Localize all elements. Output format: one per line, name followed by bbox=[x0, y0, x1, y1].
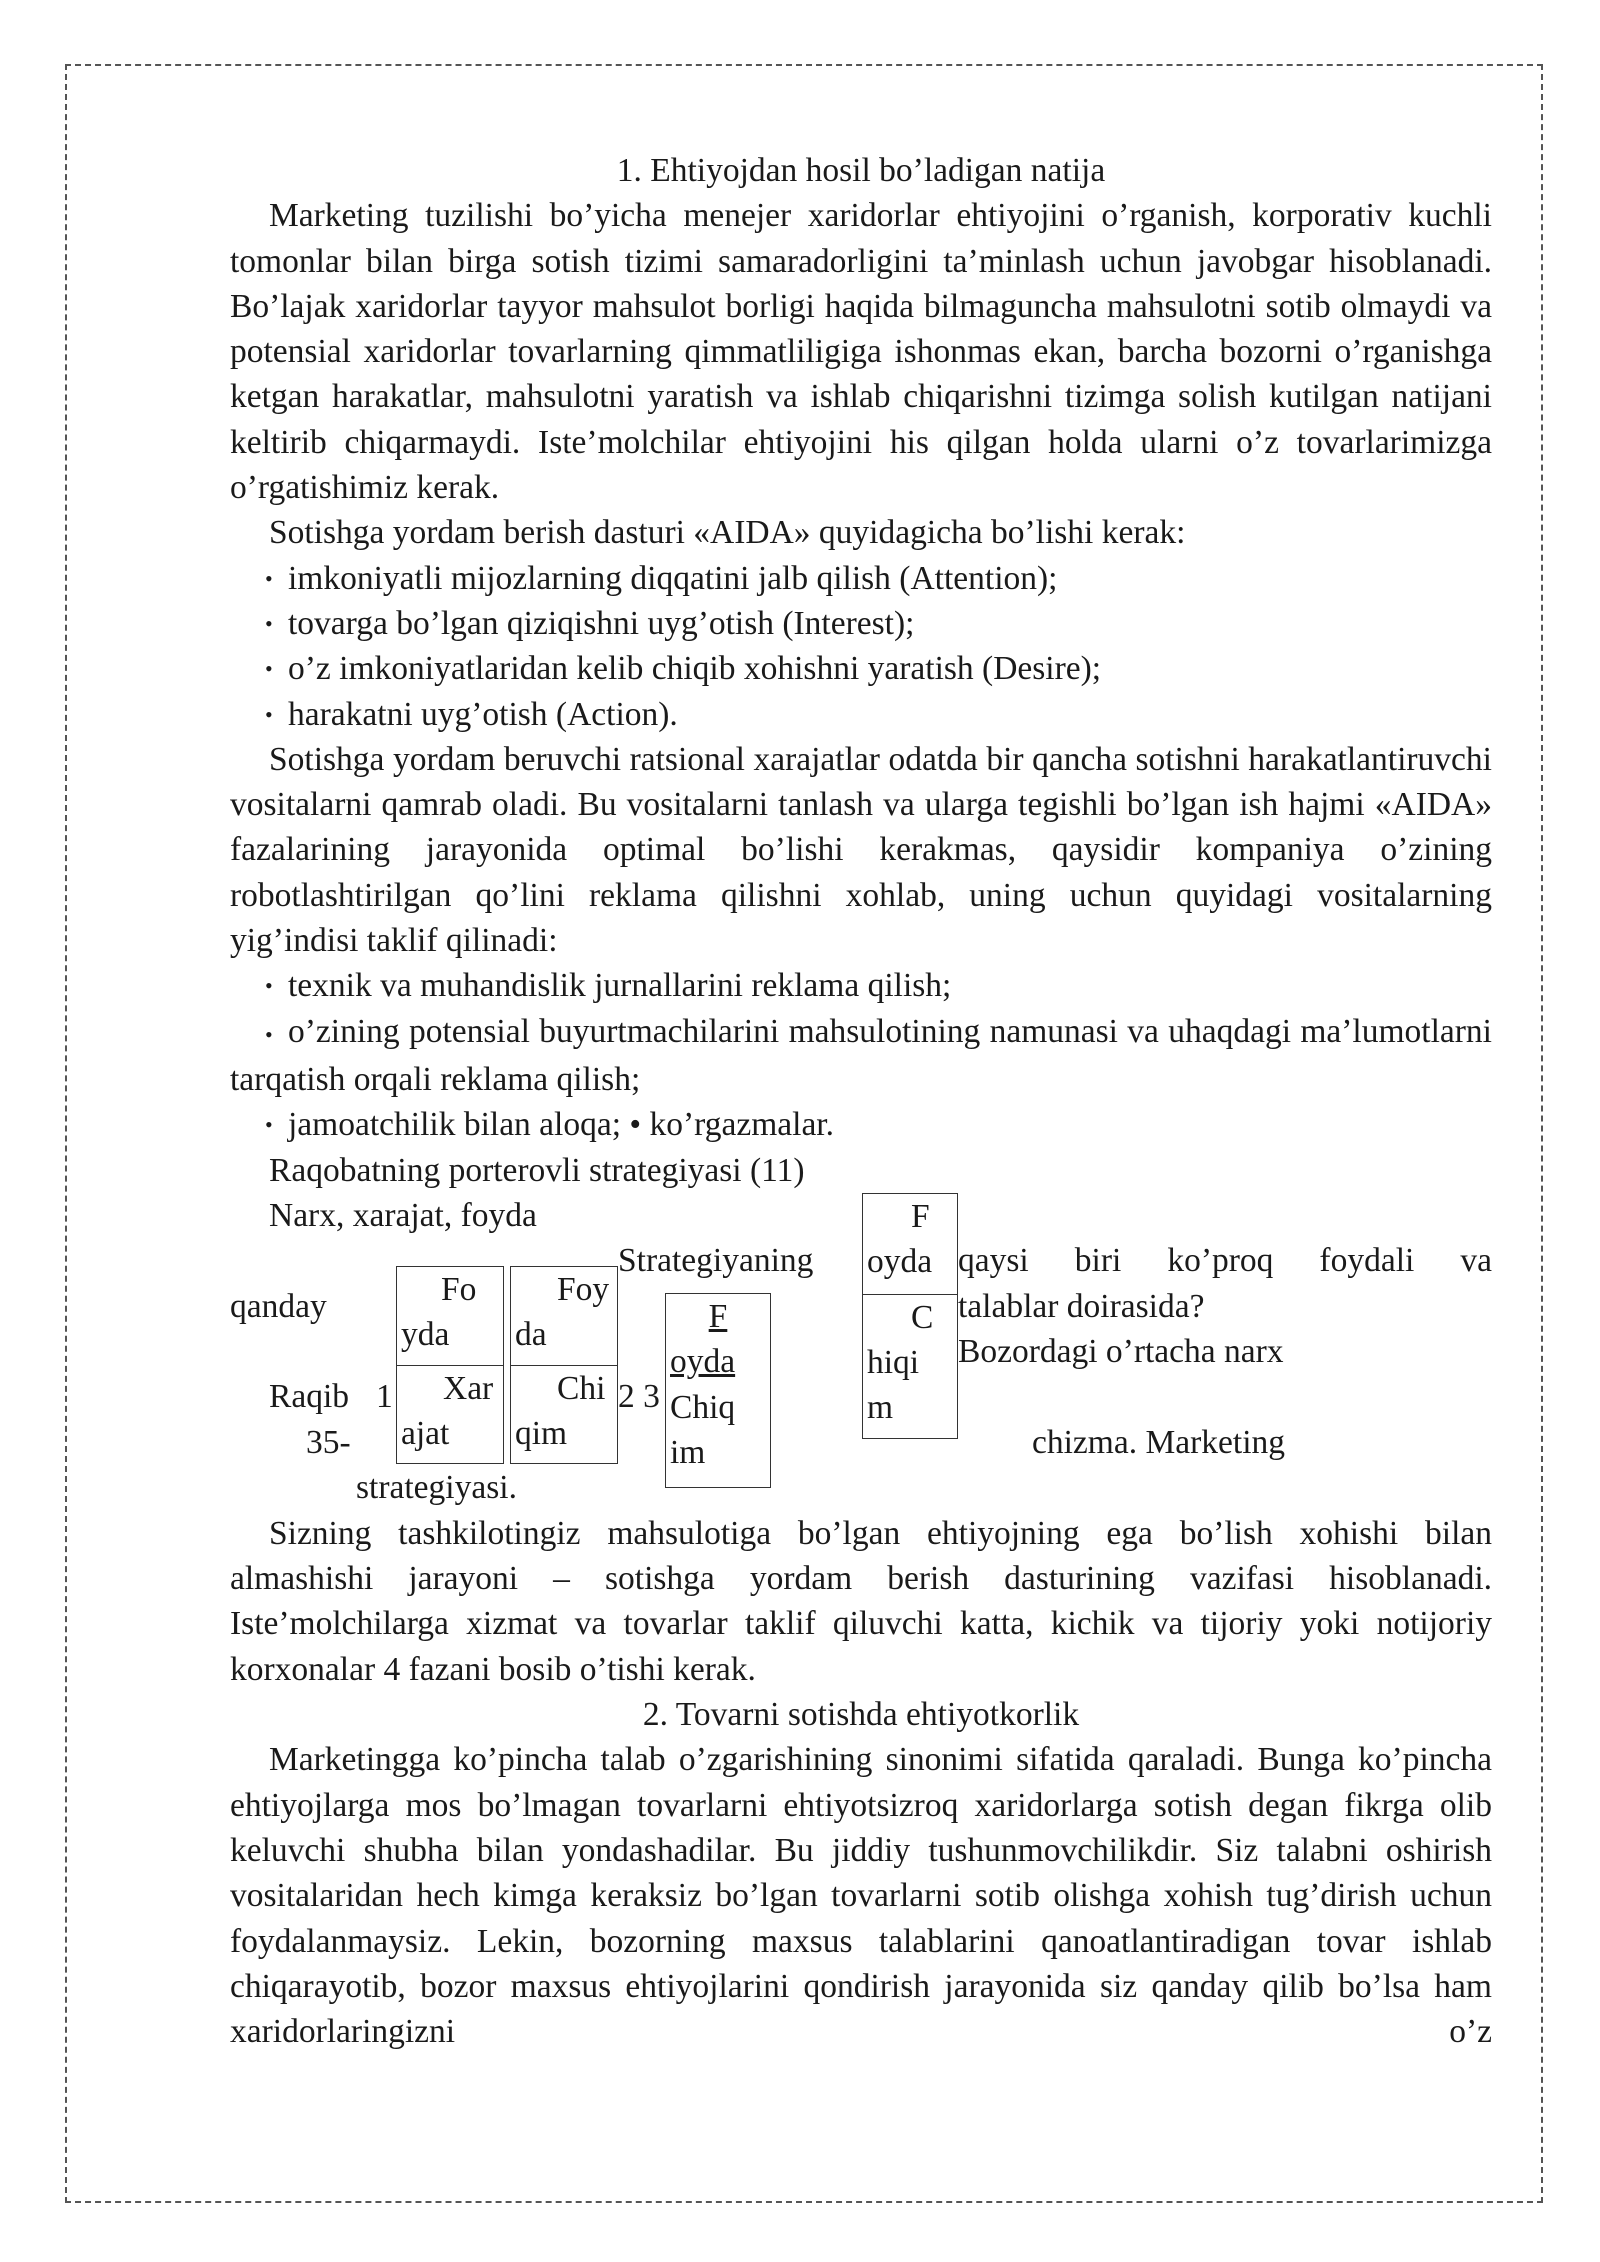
narx-line: Narx, xarajat, foyda bbox=[269, 1196, 537, 1234]
bullet-icon: • bbox=[265, 1112, 273, 1138]
bullet-icon: • bbox=[265, 656, 273, 682]
aida-intro: Sotishga yordam berish dasturi «AIDA» quyidagicha bo’lishi kerak: bbox=[269, 514, 1186, 552]
diagram-text: 2 3 bbox=[618, 1377, 660, 1415]
bullet-icon: • bbox=[265, 973, 273, 999]
paragraph-tools: Sotishga yordam beruvchi ratsional xarajatlar odatda bir qancha sotishni harakatlantiruvchi vositalarni qamrab oladi. Bu vositalarni tanlash va ularga tegishli bo’lgan ish hajmi «AIDA» fazalarining jarayonida optimal bo’lishi kerakmas, qaysidir kompaniya o’zining robotlashtirilgan qo’lini reklama qilishni xohlab, uning uchun quyidagi vositalarning yig’indisi taklif qilinadi: bbox=[230, 740, 1492, 960]
box-cell: oyda bbox=[670, 1342, 736, 1380]
list-item: • tovarga bo’lgan qiziqishni uyg’otish (Interest); bbox=[230, 601, 1492, 646]
document-body bbox=[230, 148, 1492, 2054]
porter-line: Raqobatning porterovli strategiyasi (11) bbox=[269, 1151, 805, 1189]
diagram-text: Strategiyaning bbox=[618, 1241, 814, 1279]
box-cell: C hiqi m bbox=[863, 1294, 957, 1441]
diagram-text: Raqib bbox=[269, 1377, 350, 1415]
list-item: • texnik va muhandislik jurnallarini reklama qilish; bbox=[230, 963, 1492, 1008]
list-item: • o’zining potensial buyurtmachilarini mahsulotining namunasi va uhaqdagi ma’lumotlarni tarqatish orqali reklama qilish; bbox=[230, 1012, 1492, 1098]
diagram-text: strategiyasi. bbox=[356, 1468, 517, 1506]
diagram-box-3 bbox=[665, 1293, 771, 1488]
box-cell: F oyda bbox=[867, 1197, 933, 1281]
list-item: • imkoniyatli mijozlarning diqqatini jalb qilish (Attention); bbox=[230, 556, 1492, 601]
box-cell: Chi qim bbox=[511, 1365, 617, 1466]
box-cell: Fo yda bbox=[401, 1270, 477, 1354]
diagram-box-4 bbox=[862, 1193, 958, 1439]
list-item: • jamoatchilik bilan aloqa; • ko’rgazmalar. bbox=[230, 1102, 1492, 1147]
bullet-icon: • bbox=[265, 565, 273, 591]
diagram-text: Bozordagi o’rtacha narx bbox=[958, 1332, 1284, 1370]
box-cell: Chiq im bbox=[670, 1388, 736, 1472]
section-heading-1: 1. Ehtiyojdan hosil bo’ladigan natija bbox=[616, 152, 1106, 189]
paragraph-phases: Sizning tashkilotingiz mahsulotiga bo’lgan ehtiyojning ega bo’lish xohishi bilan almashishi jarayoni – sotishga yordam berish dasturining vazifasi hisoblanadi. Iste’molchilarga xizmat va tovarlar taklif qiluvchi katta, kichik va tijoriy yoki notijoriy korxonalar 4 fazani bosib o’tishi kerak. bbox=[230, 1514, 1492, 1688]
box-cell: F bbox=[708, 1297, 728, 1335]
diagram-box-1 bbox=[396, 1266, 504, 1464]
list-item: • harakatni uyg’otish (Action). bbox=[230, 692, 1492, 737]
section-heading-2: 2. Tovarni sotishda ehtiyotkorlik bbox=[642, 1696, 1080, 1734]
strategy-diagram bbox=[230, 1193, 1492, 1511]
paragraph-intro: Marketing tuzilishi bo’yicha menejer xaridorlar ehtiyojini o’rganish, korporativ kuchli tomonlar bilan birga sotish tizimi samaradorligini ta’minlash uchun javobgar hisoblanadi. Bo’lajak xaridorlar tayyor mahsulot borligi haqida bilmaguncha mahsulotni sotib olmaydi va potensial xaridorlar tovarlarning qimmatliligiga ishonmas ekan, barcha bozorni o’rganishga ketgan harakatlar, mahsulotni yaratish va ishlab chiqarishni tizimga solish kutilgan natijani keltirib chiqarmaydi. Iste’molchilar ehtiyojini his qilgan holda ularni o’z tovarlarimizga o’rgatishimiz kerak. bbox=[230, 197, 1492, 507]
bullet-icon: • bbox=[265, 610, 273, 636]
diagram-text: 35- bbox=[306, 1423, 351, 1461]
diagram-box-2 bbox=[510, 1266, 618, 1464]
diagram-text: 1 bbox=[376, 1377, 393, 1415]
bullet-icon: • bbox=[265, 1021, 273, 1047]
box-cell: Foy da bbox=[515, 1270, 610, 1354]
diagram-text: talablar doirasida? bbox=[958, 1287, 1205, 1325]
diagram-text: qanday bbox=[230, 1287, 327, 1325]
paragraph-caution: Marketingga ko’pincha talab o’zgarishining sinonimi sifatida qaraladi. Bunga ko’pincha ehtiyojlarga mos bo’lmagan tovarlarni ehtiyotsizroq xaridorlarga sotish degan fikrga olib keluvchi shubha bilan yondashadilar. Bu jiddiy tushunmovchilikdir. Siz talabni oshirish vositalaridan hech kimga keraksiz bo’lgan tovarlarni sotib olishga xohish tug’dirish uchun foydalanmaysiz. Lekin, bozorning maxsus talablarini qanoatlantiradigan tovar ishlab chiqarayotib, bozor maxsus ehtiyojlarini qondirish jarayonida siz qanday qilib bo’lsa ham xaridorlaringizni o’z bbox=[230, 1741, 1492, 2051]
diagram-text: qaysi biri ko’proq foydali va bbox=[958, 1241, 1492, 1279]
diagram-text: chizma. Marketing bbox=[1032, 1423, 1286, 1461]
box-cell: Xar ajat bbox=[397, 1365, 503, 1466]
list-item: • o’z imkoniyatlaridan kelib chiqib xohishni yaratish (Desire); bbox=[230, 646, 1492, 691]
bullet-icon: • bbox=[265, 701, 273, 727]
